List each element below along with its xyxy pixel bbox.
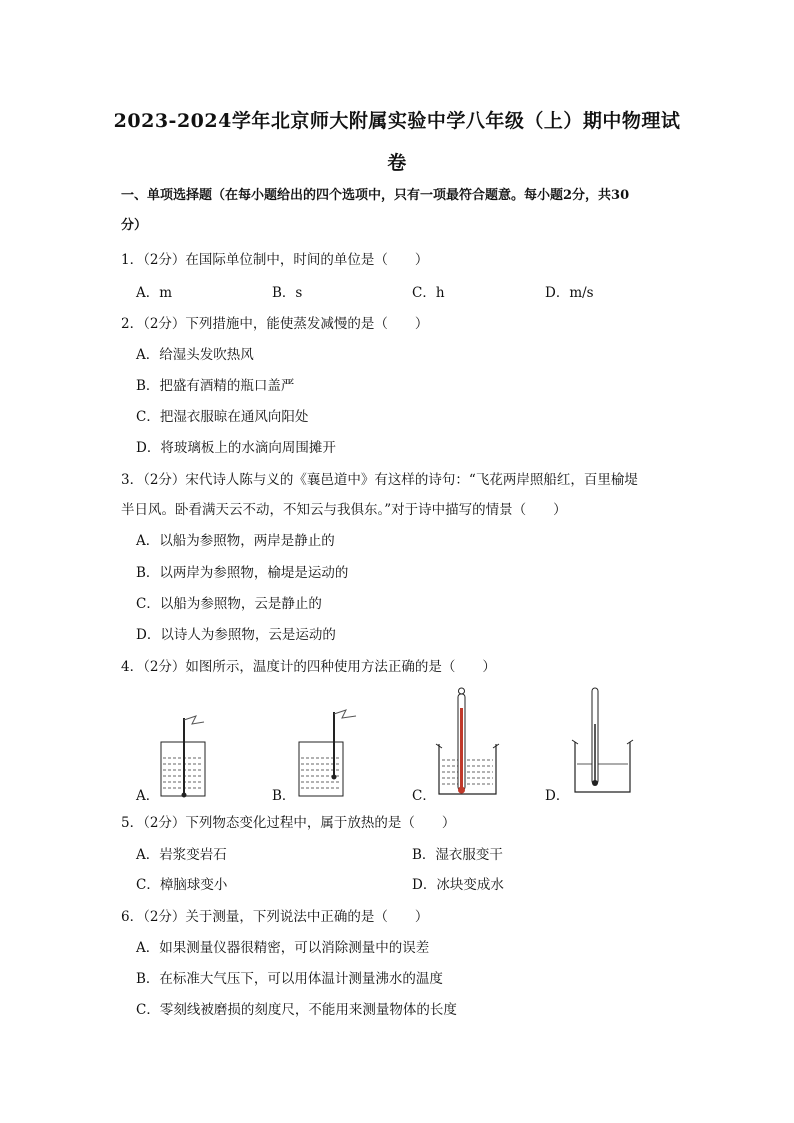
q3-option-b: B．以两岸为参照物，榆堤是运动的 (136, 565, 349, 581)
beaker-thermometer-d (570, 684, 640, 796)
q1-option-d: D．m/s (545, 285, 594, 301)
q5-option-a: A．岩浆变岩石 (136, 847, 227, 863)
section-heading-cont: 分） (121, 218, 148, 233)
q3-stem-line2: 半日风。卧看满天云不动，不知云与我俱东。”对于诗中描写的情景（ ） (121, 502, 567, 518)
q2-option-b: B．把盛有酒精的瓶口盖严 (136, 378, 295, 394)
q1-option-b: B．s (272, 285, 303, 301)
q3-option-a: A．以船为参照物，两岸是静止的 (136, 533, 335, 549)
q2-stem: 2．（2分）下列措施中，能使蒸发减慢的是（ ） (121, 316, 429, 332)
q4-option-b: B． (272, 788, 296, 804)
q4-option-c: C． (412, 788, 436, 804)
q1-option-c: C．h (412, 285, 445, 301)
q4-option-d: D． (545, 788, 570, 804)
q4-stem: 4．（2分）如图所示，温度计的四种使用方法正确的是（ ） (121, 659, 496, 675)
exam-title-line1: 2023-2024学年北京师大附属实验中学八年级（上）期中物理试 (113, 110, 681, 132)
q6-stem: 6．（2分）关于测量，下列说法中正确的是（ ） (121, 909, 429, 925)
q2-option-d: D．将玻璃板上的水滴向周围摊开 (136, 440, 336, 456)
q3-option-d: D．以诗人为参照物，云是运动的 (136, 627, 336, 643)
q3-option-c: C．以船为参照物，云是静止的 (136, 596, 322, 612)
q5-option-d: D．冰块变成水 (412, 877, 504, 893)
q5-option-b: B．湿衣服变干 (412, 847, 503, 863)
q1-option-a: A．m (136, 285, 173, 301)
beaker-thermometer-a (158, 712, 218, 798)
q5-option-c: C．樟脑球变小 (136, 877, 228, 893)
q4-option-a: A． (136, 788, 160, 804)
q2-option-c: C．把湿衣服晾在通风向阳处 (136, 409, 309, 425)
q6-option-b: B．在标准大气压下，可以用体温计测量沸水的温度 (136, 971, 443, 987)
section-heading: 一、单项选择题（在每小题给出的四个选项中，只有一项最符合题意。每小题2分，共30 (121, 188, 630, 203)
q6-option-a: A．如果测量仪器很精密，可以消除测量中的误差 (136, 940, 430, 956)
beaker-thermometer-c (436, 686, 506, 798)
q5-stem: 5．（2分）下列物态变化过程中，属于放热的是（ ） (121, 815, 456, 831)
q2-option-a: A．给湿头发吹热风 (136, 347, 254, 363)
q6-option-c: C．零刻线被磨损的刻度尺，不能用来测量物体的长度 (136, 1002, 457, 1018)
q3-stem-line1: 3．（2分）宋代诗人陈与义的《襄邑道中》有这样的诗句：“飞花两岸照船红，百里榆堤 (121, 472, 638, 488)
beaker-thermometer-b (296, 706, 362, 798)
exam-title-line2: 卷 (387, 152, 407, 174)
q1-stem: 1．（2分）在国际单位制中，时间的单位是（ ） (121, 252, 429, 268)
